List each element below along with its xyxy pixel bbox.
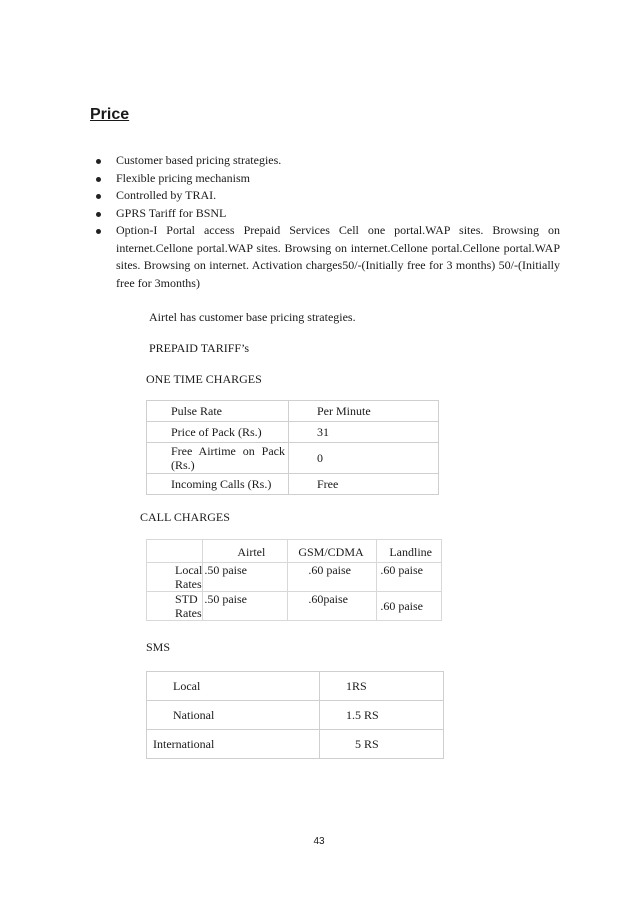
table-cell-value: 1RS bbox=[320, 672, 444, 701]
bullet-item: Customer based pricing strategies. bbox=[90, 152, 560, 170]
table-cell-value: 0 bbox=[289, 443, 439, 474]
table-cell-label: National bbox=[147, 701, 320, 730]
table-cell-label: Pulse Rate bbox=[147, 401, 289, 422]
table-header-cell: GSM/CDMA bbox=[288, 540, 377, 563]
bullet-list bbox=[90, 152, 560, 292]
table-cell-label: Free Airtime on Pack (Rs.) bbox=[147, 443, 289, 474]
bullet-item: Flexible pricing mechanism bbox=[90, 170, 560, 188]
one-time-heading: ONE TIME CHARGES bbox=[146, 372, 262, 386]
table-row bbox=[147, 730, 444, 759]
table-cell-gsm: .60 paise bbox=[288, 563, 377, 592]
bullet-dot-icon bbox=[96, 159, 101, 164]
table-header-cell: Airtel bbox=[203, 540, 288, 563]
table-cell-value: 1.5 RS bbox=[320, 701, 444, 730]
table-cell-label: Price of Pack (Rs.) bbox=[147, 422, 289, 443]
table-row bbox=[147, 701, 444, 730]
airtel-note: Airtel has customer base pricing strategies. bbox=[149, 310, 356, 324]
bullet-dot-icon bbox=[96, 229, 101, 234]
table-header-row bbox=[147, 540, 442, 563]
table-cell-value: 5 RS bbox=[320, 730, 444, 759]
table-cell-value: 31 bbox=[289, 422, 439, 443]
table-row bbox=[147, 474, 439, 495]
page-number: 43 bbox=[313, 836, 325, 847]
sms-heading: SMS bbox=[146, 640, 171, 654]
sms-table bbox=[146, 671, 444, 759]
table-header-cell bbox=[147, 540, 203, 563]
table-cell-airtel: .50 paise bbox=[203, 592, 288, 621]
table-cell-label: Local Rates bbox=[147, 563, 203, 592]
table-cell-gsm: .60paise bbox=[288, 592, 377, 621]
table-cell-label: STD Rates bbox=[147, 592, 203, 621]
table-cell-label: Local bbox=[147, 672, 320, 701]
table-row bbox=[147, 563, 442, 592]
table-cell-landline: .60 paise bbox=[377, 592, 442, 621]
table-cell-label: International bbox=[147, 730, 320, 759]
bullet-item: Option-I Portal access Prepaid Services Cell one portal.WAP sites. Browsing on internet.Cellone portal.WAP sites. Browsing on internet.Cellone portal.Cellone portal.WAP sites. Browsing on internet. Activation charges50/-(Initially free for 3 months) 50/-(Initially free for 3months) bbox=[90, 222, 560, 292]
table-cell-landline: .60 paise bbox=[377, 563, 442, 592]
table-row bbox=[147, 592, 442, 621]
table-row bbox=[147, 422, 439, 443]
bullet-dot-icon bbox=[96, 177, 101, 182]
call-charges-table bbox=[146, 539, 442, 621]
bullet-item: Controlled by TRAI. bbox=[90, 187, 560, 205]
table-row bbox=[147, 443, 439, 474]
bullet-item: GPRS Tariff for BSNL bbox=[90, 205, 560, 223]
bullet-dot-icon bbox=[96, 194, 101, 199]
bullet-dot-icon bbox=[96, 212, 101, 217]
table-cell-value: Free bbox=[289, 474, 439, 495]
call-charges-heading: CALL CHARGES bbox=[140, 510, 230, 524]
table-header-cell: Landline bbox=[377, 540, 442, 563]
table-cell-airtel: .50 paise bbox=[203, 563, 288, 592]
table-cell-label: Incoming Calls (Rs.) bbox=[147, 474, 289, 495]
one-time-charges-table bbox=[146, 400, 439, 495]
table-row bbox=[147, 672, 444, 701]
table-row bbox=[147, 401, 439, 422]
table-cell-value: Per Minute bbox=[289, 401, 439, 422]
section-heading: Price bbox=[90, 106, 130, 123]
prepaid-heading: PREPAID TARIFF’s bbox=[149, 341, 250, 355]
